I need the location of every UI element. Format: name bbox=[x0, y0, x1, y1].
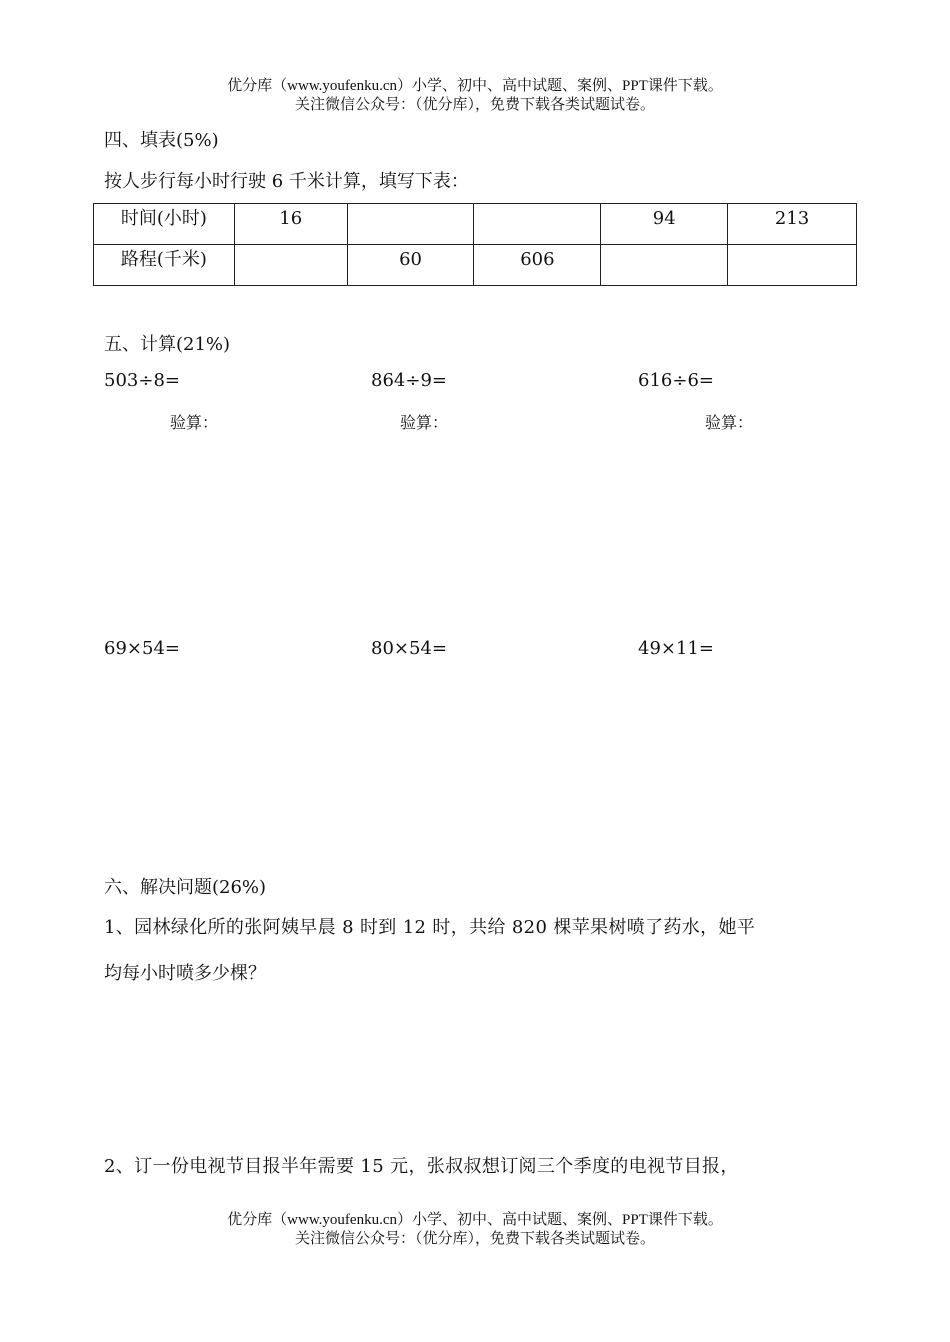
section-6-title: 六、解决问题(26%) bbox=[104, 877, 267, 898]
table-cell: 94 bbox=[601, 204, 728, 245]
table-cell-blank[interactable] bbox=[474, 204, 601, 245]
question-2-line-1: 2、订一份电视节目报半年需要 15 元，张叔叔想订阅三个季度的电视节目报， bbox=[104, 1156, 739, 1177]
table-cell: 路程(千米) bbox=[94, 245, 235, 286]
table-cell-blank[interactable] bbox=[728, 245, 857, 286]
footer-line-1: 优分库（www.youfenku.cn）小学、初中、高中试题、案例、PPT课件下载。 bbox=[227, 1212, 723, 1228]
calc-problem-5: 80×54= bbox=[371, 638, 447, 659]
table-row-distance bbox=[94, 245, 857, 286]
section-4-instruction: 按人步行每小时行驶 6 千米计算，填写下表： bbox=[104, 171, 469, 192]
page-header bbox=[0, 77, 950, 115]
calc-problem-2: 864÷9= bbox=[371, 370, 447, 391]
fill-in-table bbox=[93, 203, 857, 286]
check-label-3: 验算： bbox=[705, 413, 754, 432]
section-5-title: 五、计算(21%) bbox=[104, 334, 231, 355]
calc-problem-4: 69×54= bbox=[104, 638, 180, 659]
table-cell-blank[interactable] bbox=[234, 245, 347, 286]
question-1-line-2: 均每小时喷多少棵？ bbox=[104, 963, 266, 984]
calc-problem-3: 616÷6= bbox=[638, 370, 714, 391]
header-line-1: 优分库（www.youfenku.cn）小学、初中、高中试题、案例、PPT课件下载。 bbox=[227, 78, 723, 94]
check-label-1: 验算： bbox=[170, 413, 219, 432]
table-cell: 时间(小时) bbox=[94, 204, 235, 245]
calc-problem-6: 49×11= bbox=[638, 638, 714, 659]
table-row-time bbox=[94, 204, 857, 245]
check-label-2: 验算： bbox=[400, 413, 449, 432]
question-1-line-1: 1、园林绿化所的张阿姨早晨 8 时到 12 时，共给 820 棵苹果树喷了药水，她平 bbox=[104, 917, 756, 938]
footer-line-2: 关注微信公众号：（优分库），免费下载各类试题试卷。 bbox=[294, 1231, 655, 1247]
table-cell: 213 bbox=[728, 204, 857, 245]
table-cell-blank[interactable] bbox=[347, 204, 474, 245]
table-cell: 606 bbox=[474, 245, 601, 286]
section-4-title: 四、填表(5%) bbox=[104, 130, 219, 151]
table-cell: 60 bbox=[347, 245, 474, 286]
calc-problem-1: 503÷8= bbox=[104, 370, 180, 391]
table-cell-blank[interactable] bbox=[601, 245, 728, 286]
page-footer bbox=[0, 1211, 950, 1249]
header-line-2: 关注微信公众号：（优分库），免费下载各类试题试卷。 bbox=[294, 97, 655, 113]
table-cell: 16 bbox=[234, 204, 347, 245]
